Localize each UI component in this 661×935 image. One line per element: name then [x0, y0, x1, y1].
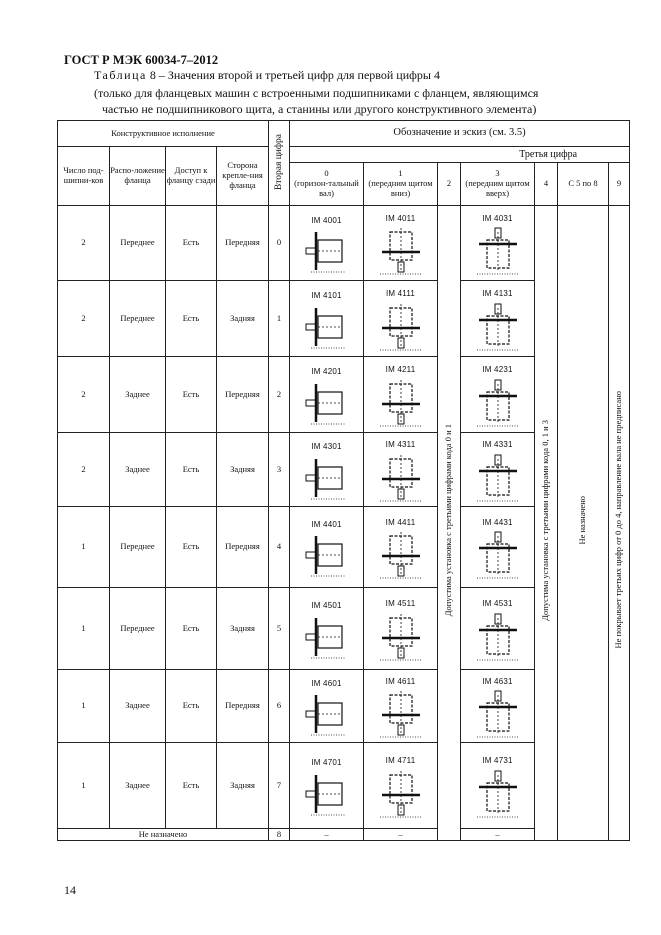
location-cell: Переднее: [110, 588, 166, 670]
location-cell: Переднее: [110, 281, 166, 357]
access-cell: Есть: [166, 670, 217, 743]
second-digit-cell: 2: [269, 357, 290, 433]
im-code-cell-3: IM 4531: [461, 588, 535, 670]
caption-line-3: частью не подшипникового щита, а станины или другого конструктивного элемента): [102, 102, 537, 116]
page-number: 14: [64, 883, 76, 897]
location-cell: Заднее: [110, 670, 166, 743]
side-cell: Задняя: [217, 588, 269, 670]
im-code-cell-3: IM 4331: [461, 433, 535, 507]
access-cell: Есть: [166, 588, 217, 670]
sketch-horizontal-icon: [299, 691, 355, 737]
im-code-cell-1: IM 4611: [364, 670, 438, 743]
im-code-cell-0: IM 4301: [290, 433, 364, 507]
second-digit-cell: 7: [269, 743, 290, 829]
im-code-cell-1: IM 4311: [364, 433, 438, 507]
bearings-cell: 1: [58, 670, 110, 743]
im-code-cell-3: IM 4031: [461, 206, 535, 281]
second-digit-cell: 0: [269, 206, 290, 281]
im-code-cell-1: IM 4411: [364, 507, 438, 588]
table-caption: [94, 68, 440, 83]
sketch-vertical-icon: [373, 226, 429, 276]
caption-line-2: (только для фланцевых машин с встроенными подшипниками с фланцем, являющимся: [94, 86, 539, 100]
im-code-cell-3: IM 4731: [461, 743, 535, 829]
access-cell: Есть: [166, 357, 217, 433]
designation-header: Обозначение и эскиз (см. 3.5): [290, 121, 630, 147]
bearings-cell: 1: [58, 743, 110, 829]
third-digit-2: 2: [438, 163, 461, 206]
im-code-cell-1: IM 4711: [364, 743, 438, 829]
access-cell: Есть: [166, 507, 217, 588]
access-cell: Есть: [166, 206, 217, 281]
side-cell: Задняя: [217, 281, 269, 357]
access-cell: Есть: [166, 281, 217, 357]
third-digit-header: Третья цифра: [290, 147, 630, 163]
second-digit-cell: 5: [269, 588, 290, 670]
access-cell: Есть: [166, 433, 217, 507]
location-cell: Заднее: [110, 433, 166, 507]
bearings-cell: 1: [58, 588, 110, 670]
sketch-vertical-icon: [373, 689, 429, 739]
bearings-header: Число под-шипни-ков: [58, 147, 110, 206]
side-cell: Передняя: [217, 357, 269, 433]
sketch-vertical-icon: [373, 530, 429, 580]
note-col-9: Не покрывает третьих цифр от 0 до 4, направление вала не предписано: [609, 206, 630, 841]
im-code-cell-1: IM 4511: [364, 588, 438, 670]
sketch-vertical-up-icon: [470, 226, 526, 276]
sketch-vertical-up-icon: [470, 453, 526, 503]
design-group-header: Конструктивное исполнение: [58, 121, 269, 147]
bearings-cell: 1: [58, 507, 110, 588]
access-header: Доступ к фланцу сзади: [166, 147, 217, 206]
mounting-table: [57, 120, 630, 841]
unassigned-label: Не назначено: [58, 829, 269, 841]
im-code-cell-1: IM 4011: [364, 206, 438, 281]
im-code-cell-1: IM 4111: [364, 281, 438, 357]
note-col-5-8: Не назначено: [558, 206, 609, 841]
side-cell: Передняя: [217, 670, 269, 743]
third-digit-4: 4: [535, 163, 558, 206]
location-cell: Заднее: [110, 357, 166, 433]
location-cell: Переднее: [110, 206, 166, 281]
sketch-vertical-icon: [373, 378, 429, 428]
sketch-vertical-icon: [373, 453, 429, 503]
sketch-horizontal-icon: [299, 380, 355, 426]
side-cell: Передняя: [217, 507, 269, 588]
im-code-cell-0: IM 4201: [290, 357, 364, 433]
im-code-cell-0: IM 4001: [290, 206, 364, 281]
second-digit-cell: 1: [269, 281, 290, 357]
side-cell: Задняя: [217, 433, 269, 507]
im-code-cell-3: IM 4131: [461, 281, 535, 357]
im-code-cell-1: IM 4211: [364, 357, 438, 433]
sketch-vertical-icon: [373, 769, 429, 819]
caption-title: – Значения второй и третьей цифр для первой цифры 4: [158, 68, 440, 82]
bearings-cell: 2: [58, 206, 110, 281]
third-digit-0: 0 (горизон-тальный вал): [290, 163, 364, 206]
im-code-cell-0: IM 4501: [290, 588, 364, 670]
im-code-cell-3: IM 4431: [461, 507, 535, 588]
sketch-vertical-up-icon: [470, 302, 526, 352]
sketch-vertical-up-icon: [470, 530, 526, 580]
sketch-horizontal-icon: [299, 228, 355, 274]
caption-label: Таблица: [94, 68, 147, 82]
dash-cell-1: –: [364, 829, 438, 841]
third-digit-1: 1 (передним щитом вниз): [364, 163, 438, 206]
note-col-2: Допустима установка с третьими цифрами кода 0 и 1: [438, 206, 461, 841]
bearings-cell: 2: [58, 433, 110, 507]
im-code-cell-0: IM 4701: [290, 743, 364, 829]
second-digit-cell: 4: [269, 507, 290, 588]
side-cell: Передняя: [217, 206, 269, 281]
sketch-vertical-up-icon: [470, 612, 526, 662]
third-digit-3: 3 (передним щитом вверх): [461, 163, 535, 206]
location-header: Распо-ложение фланца: [110, 147, 166, 206]
second-digit-header: Вторая цифра: [269, 121, 290, 206]
sketch-horizontal-icon: [299, 304, 355, 350]
sketch-horizontal-icon: [299, 532, 355, 578]
second-digit-cell: 6: [269, 670, 290, 743]
third-digit-9: 9: [609, 163, 630, 206]
bearings-cell: 2: [58, 357, 110, 433]
dash-cell-3: –: [461, 829, 535, 841]
side-cell: Задняя: [217, 743, 269, 829]
sketch-horizontal-icon: [299, 455, 355, 501]
sketch-horizontal-icon: [299, 771, 355, 817]
second-digit-cell: 3: [269, 433, 290, 507]
sketch-vertical-icon: [373, 612, 429, 662]
table-row: [58, 206, 630, 281]
location-cell: Переднее: [110, 507, 166, 588]
bearings-cell: 2: [58, 281, 110, 357]
access-cell: Есть: [166, 743, 217, 829]
sketch-vertical-up-icon: [470, 378, 526, 428]
im-code-cell-3: IM 4231: [461, 357, 535, 433]
second-digit-cell: 8: [269, 829, 290, 841]
im-code-cell-0: IM 4601: [290, 670, 364, 743]
im-code-cell-3: IM 4631: [461, 670, 535, 743]
note-col-4: Допустима установка с третьими цифрами кода 0, 1 и 3: [535, 206, 558, 841]
im-code-cell-0: IM 4401: [290, 507, 364, 588]
dash-cell-0: –: [290, 829, 364, 841]
location-cell: Заднее: [110, 743, 166, 829]
sketch-vertical-icon: [373, 302, 429, 352]
sketch-horizontal-icon: [299, 614, 355, 660]
document-header: ГОСТ Р МЭК 60034-7–2012: [64, 53, 219, 67]
caption-number: 8: [149, 68, 156, 82]
im-code-cell-0: IM 4101: [290, 281, 364, 357]
sketch-vertical-up-icon: [470, 769, 526, 819]
side-header: Сторона крепле-ния фланца: [217, 147, 269, 206]
sketch-vertical-up-icon: [470, 689, 526, 739]
third-digit-5-8: С 5 по 8: [558, 163, 609, 206]
